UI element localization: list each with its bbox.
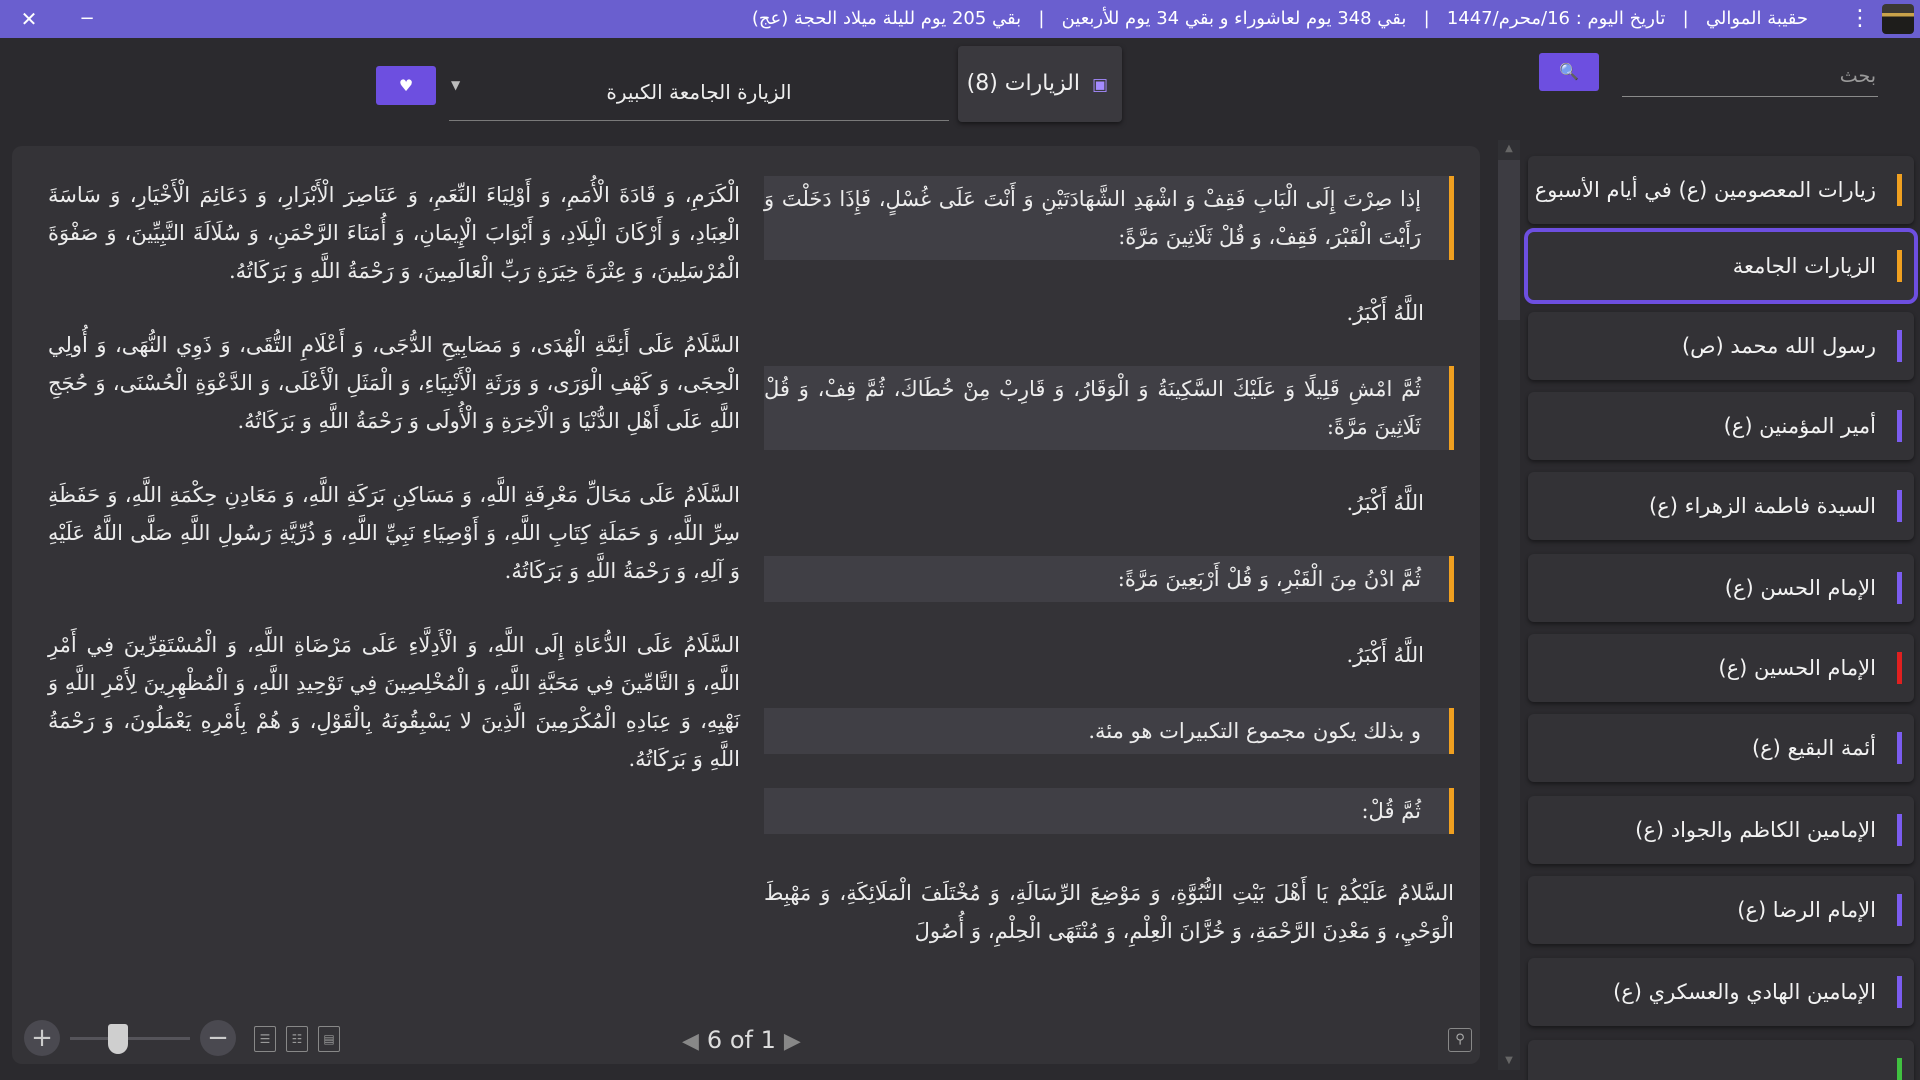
separator: | [1038, 8, 1045, 29]
sidebar-item-accent [1897, 976, 1902, 1008]
takbir-text: اللَّهُ أَكْبَرُ. [1346, 643, 1424, 667]
takbir-text: اللَّهُ أَكْبَرُ. [1346, 301, 1424, 325]
instruction-text: إذا صِرْتَ إِلَى الْبَابِ فَقِفْ وَ اشْهَدِ الشَّهَادَتَيْنِ وَ أَنْتَ عَلَى غُسْلٍ، فَإِذَا دَخَلْتَ وَ رَأَيْتَ الْقَبْرَ، فَقِفْ، وَ قُلْ ثَلَاثِينَ مَرَّةً: [764, 176, 1454, 260]
ashura-info: بقي 348 يوم لعاشوراء و بقي 34 يوم للأربعين [1061, 8, 1407, 29]
instruction-text: ثُمَّ امْشِ قَلِيلًا وَ عَلَيْكَ السَّكِينَةُ وَ الْوَقَارُ، وَ قَارِبْ مِنْ خُطَاكَ، ثُمَّ قِفْ، وَ قُلْ ثَلَاثِينَ مَرَّةً: [764, 366, 1454, 450]
sidebar-item-accent [1897, 894, 1902, 926]
sidebar-item[interactable] [1528, 958, 1914, 1026]
book-icon: ▣ [1091, 75, 1108, 95]
sidebar-item-accent [1897, 732, 1902, 764]
ziyara-text: السَّلامُ عَلَيْكُمْ يَا أَهْلَ بَيْتِ النُّبُوَّةِ، وَ مَوْضِعَ الرِّسَالَةِ، وَ مُخْتَلَفَ الْمَلَائِكَةِ، وَ مَهْبِطَ الْوَحْيِ، وَ مَعْدِنَ الرَّحْمَةِ، وَ خُزَّانَ الْعِلْمِ، وَ مُنْتَهَى الْحِلْمِ، وَ أُصُولَ [764, 881, 1454, 943]
sidebar-scrollbar[interactable] [1498, 140, 1520, 1070]
page-indicator: 6 of 1 [706, 1026, 776, 1054]
sidebar-item[interactable] [1528, 714, 1914, 782]
sidebar-item-accent [1897, 652, 1902, 684]
sidebar-item-label: الإمام الحسن (ع) [1724, 576, 1876, 600]
sidebar-item[interactable] [1528, 472, 1914, 540]
sidebar-item-label: أئمة البقيع (ع) [1751, 736, 1876, 760]
instruction-text: ثُمَّ ادْنُ مِنَ الْقَبْرِ، وَ قُلْ أَرْبَعِينَ مَرَّةً: [764, 556, 1454, 602]
search-button[interactable] [1539, 53, 1599, 91]
zoom-out-button[interactable]: − [200, 1020, 236, 1056]
sidebar-item-label: الزيارات الجامعة [1732, 254, 1876, 278]
page-navigator [682, 1020, 801, 1060]
minimize-icon[interactable]: − [79, 8, 95, 29]
reader-panel [12, 146, 1480, 1064]
ziyara-text: الْكَرَمِ، وَ قَادَةَ الْأُمَمِ، وَ أَوْلِيَاءَ النِّعَمِ، وَ عَنَاصِرَ الْأَبْرَارِ، وَ دَعَائِمَ الْأَخْيَارِ، وَ سَاسَةَ الْعِبَادِ، وَ أَرْكَانَ الْبِلَادِ، وَ أَبْوَابَ الْإِيمَانِ، وَ أُمَنَاءَ الرَّحْمَنِ، وَ سُلَالَةَ النَّبِيِّينَ، وَ صَفْوَةَ الْمُرْسَلِينَ، وَ عِتْرَةَ خِيَرَةِ رَبِّ الْعَالَمِينَ، وَ رَحْمَةُ اللَّهِ وَ بَرَكَاتُهُ. [48, 183, 740, 283]
search-icon: 🔍 [1559, 62, 1579, 81]
takbir-text: اللَّهُ أَكْبَرُ. [1346, 491, 1424, 515]
menu-icon[interactable]: ⋮ [1849, 6, 1871, 31]
sidebar [1524, 140, 1920, 1080]
scroll-thumb[interactable] [1498, 160, 1520, 320]
sidebar-item-accent [1897, 410, 1902, 442]
sidebar-item-accent [1897, 250, 1902, 282]
add-favorite-button[interactable] [376, 66, 436, 105]
find-in-page-icon[interactable]: ⚲ [1448, 1028, 1472, 1052]
sidebar-item[interactable] [1528, 232, 1914, 300]
close-icon[interactable]: ✕ [20, 7, 38, 31]
sidebar-item[interactable] [1528, 312, 1914, 380]
search-input[interactable] [1622, 56, 1878, 97]
sidebar-item[interactable] [1528, 554, 1914, 622]
sidebar-item-label: زيارات المعصومين (ع) في أيام الأسبوع [1534, 178, 1876, 202]
sidebar-item-accent [1897, 330, 1902, 362]
heart-plus-icon: ♥ [398, 76, 414, 95]
birth-info: بقي 205 يوم لليلة ميلاد الحجة (عج) [751, 8, 1022, 29]
scroll-up-icon[interactable]: ▲ [1505, 143, 1513, 154]
scroll-down-icon[interactable]: ▼ [1505, 1055, 1513, 1066]
single-page-view-icon[interactable]: ☰ [254, 1026, 276, 1052]
sidebar-item-accent [1897, 572, 1902, 604]
sidebar-item[interactable] [1528, 1040, 1914, 1080]
zoom-in-button[interactable]: + [24, 1020, 60, 1056]
app-logo-icon [1882, 4, 1914, 34]
app-name: حقيبة الموالي [1705, 8, 1808, 29]
sidebar-item[interactable] [1528, 796, 1914, 864]
sidebar-item-label: الإمام الحسين (ع) [1718, 656, 1876, 680]
continuous-view-icon[interactable]: ▤ [318, 1026, 340, 1052]
chevron-down-icon: ▼ [451, 78, 461, 92]
tab-label: الزيارات (8) [966, 71, 1080, 96]
ziyara-text: السَّلَامُ عَلَى مَحَالِّ مَعْرِفَةِ اللَّهِ، وَ مَسَاكِنِ بَرَكَةِ اللَّهِ، وَ مَعَادِنِ حِكْمَةِ اللَّهِ، وَ حَفَظَةِ سِرِّ اللَّهِ، وَ حَمَلَةِ كِتَابِ اللَّهِ، وَ أَوْصِيَاءِ نَبِيِّ اللَّهِ، وَ ذُرِّيَّةِ رَسُولِ اللَّهِ صَلَّى اللَّهُ عَلَيْهِ وَ آلِهِ، وَ رَحْمَةُ اللَّهِ وَ بَرَكَاتُهُ. [48, 483, 740, 583]
ziyara-select[interactable] [449, 70, 949, 121]
sidebar-item-label: الإمامين الكاظم والجواد (ع) [1635, 818, 1876, 842]
separator: | [1682, 8, 1689, 29]
prev-page-icon[interactable]: ◀ [682, 1029, 699, 1054]
zoom-slider-handle[interactable] [108, 1024, 128, 1054]
tab-ziyarat[interactable] [958, 46, 1122, 122]
sidebar-item-accent [1897, 490, 1902, 522]
sidebar-item[interactable] [1528, 156, 1914, 224]
reader-right-column [764, 176, 1454, 950]
instruction-text: ثُمَّ قُلْ: [764, 788, 1454, 834]
sidebar-item-label: رسول الله محمد (ص) [1681, 334, 1876, 358]
sidebar-item-accent [1897, 1058, 1902, 1080]
sidebar-item[interactable] [1528, 392, 1914, 460]
separator: | [1423, 8, 1430, 29]
title-info [752, 0, 1808, 38]
selected-ziyara: الزيارة الجامعة الكبيرة [606, 80, 792, 104]
two-page-view-icon[interactable]: ☷ [286, 1026, 308, 1052]
sidebar-item-label: الإمام الرضا (ع) [1737, 898, 1876, 922]
date-info: تاريخ اليوم : 16/محرم/1447 [1446, 8, 1666, 29]
reader-left-column [48, 176, 740, 814]
zoom-slider[interactable] [70, 1037, 190, 1040]
ziyara-text: السَّلَامُ عَلَى أَئِمَّةِ الْهُدَى، وَ مَصَابِيحِ الدُّجَى، وَ أَعْلَامِ التُّقَى، وَ ذَوِي النُّهَى، وَ أُولِي الْحِجَى، وَ كَهْفِ الْوَرَى، وَ وَرَثَةِ الْأَنْبِيَاءِ، وَ الْمَثَلِ الْأَعْلَى، وَ الدَّعْوَةِ الْحُسْنَى، وَ حُجَجِ اللَّهِ عَلَى أَهْلِ الدُّنْيَا وَ الْآخِرَةِ وَ الْأُولَى وَ رَحْمَةُ اللَّهِ وَ بَرَكَاتُهُ. [48, 333, 740, 433]
reader-toolbar [12, 1016, 1480, 1064]
instruction-text: و بذلك يكون مجموع التكبيرات هو مئة. [764, 708, 1454, 754]
sidebar-item-label: السيدة فاطمة الزهراء (ع) [1648, 494, 1876, 518]
sidebar-item[interactable] [1528, 876, 1914, 944]
sidebar-item-label: الإمامين الهادي والعسكري (ع) [1613, 980, 1876, 1004]
sidebar-item-accent [1897, 814, 1902, 846]
title-bar [0, 0, 1920, 38]
sidebar-item[interactable] [1528, 634, 1914, 702]
sidebar-item-accent [1897, 174, 1902, 206]
sidebar-item-label: أمير المؤمنين (ع) [1723, 414, 1876, 438]
next-page-icon[interactable]: ▶ [783, 1029, 801, 1054]
ziyara-text: السَّلَامُ عَلَى الدُّعَاةِ إِلَى اللَّهِ، وَ الْأَدِلَّاءِ عَلَى مَرْضَاةِ اللَّهِ، وَ الْمُسْتَقِرِّينَ فِي أَمْرِ اللَّهِ، وَ التَّامِّينَ فِي مَحَبَّةِ اللَّهِ، وَ الْمُخْلِصِينَ فِي تَوْحِيدِ اللَّهِ، وَ الْمُظْهِرِينَ لِأَمْرِ اللَّهِ وَ نَهْيِهِ، وَ عِبَادِهِ الْمُكْرَمِينَ الَّذِينَ لا يَسْبِقُونَهُ بِالْقَوْلِ، وَ هُمْ بِأَمْرِهِ يَعْمَلُونَ، وَ رَحْمَةُ اللَّهِ وَ بَرَكَاتُهُ. [48, 633, 740, 771]
